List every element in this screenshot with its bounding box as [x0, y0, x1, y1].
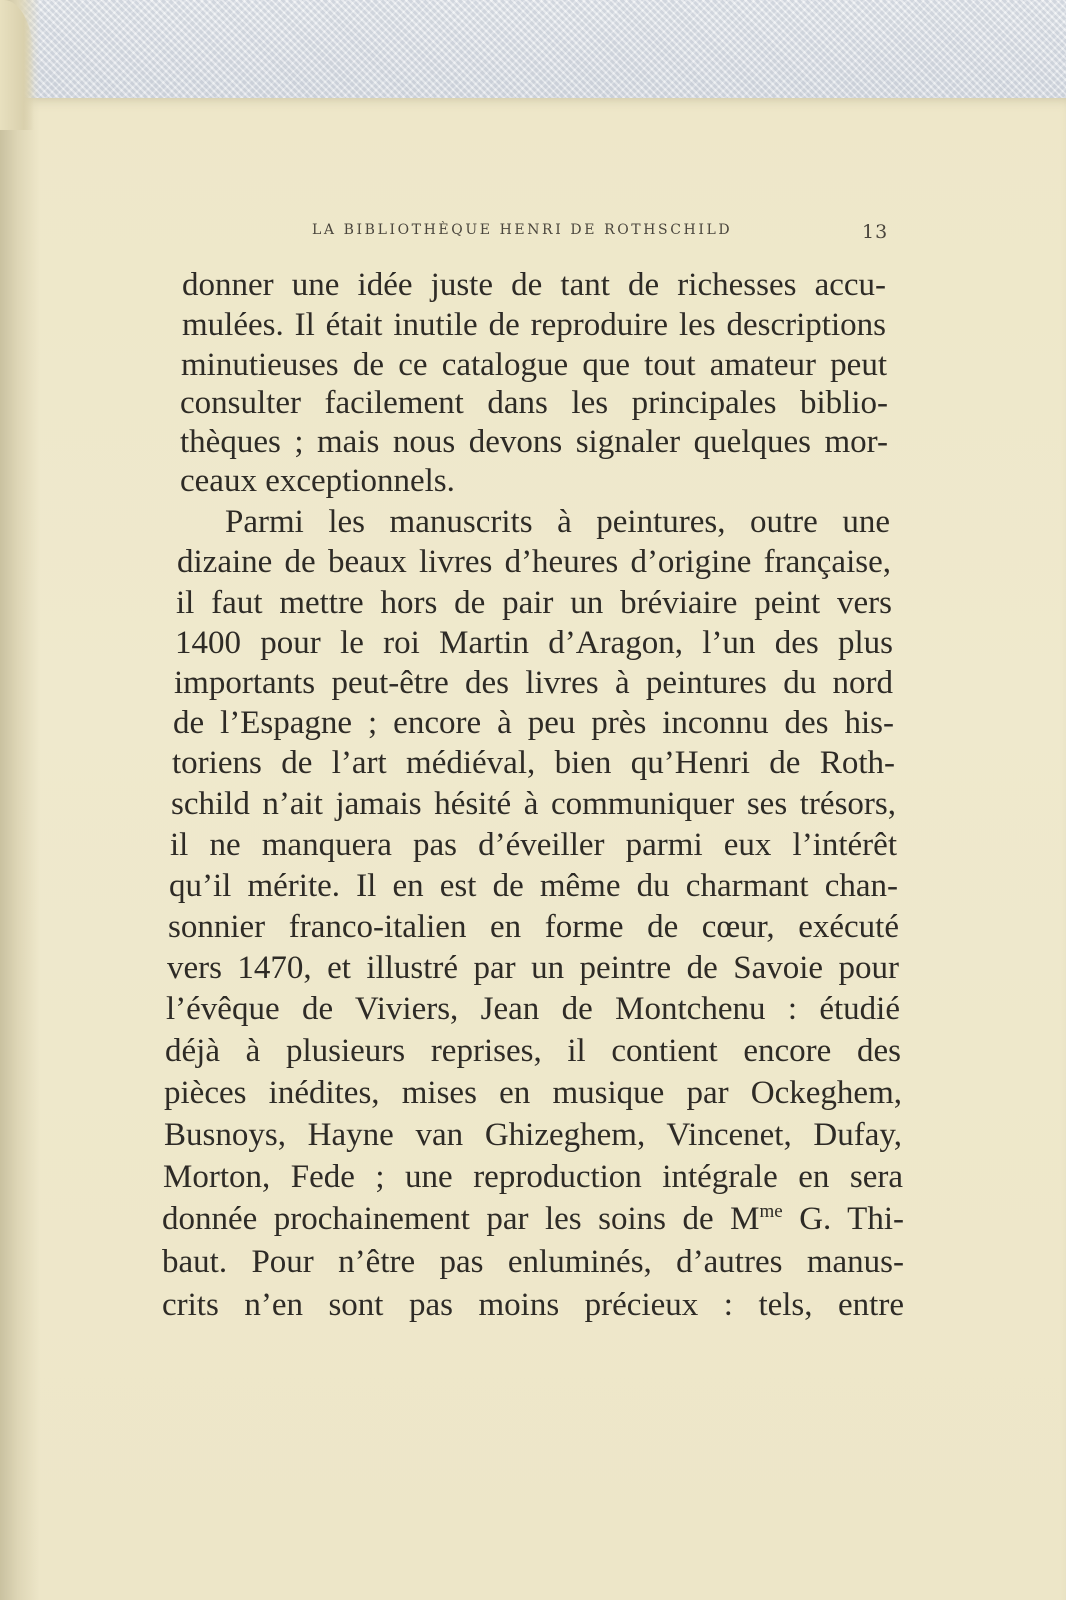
text-line: [162, 1200, 904, 1238]
text-line: il faut mettre hors de pair un bréviaire peint vers: [176, 585, 892, 621]
text-line: sonnier franco-italien en forme de cœur, exécuté: [168, 909, 899, 945]
superscript: me: [759, 1201, 783, 1222]
text-line: qu’il mérite. Il en est de même du charmant chan-: [169, 868, 898, 904]
text-line: schild n’ait jamais hésité à communiquer ses trésors,: [171, 786, 896, 822]
text-line: déjà à plusieurs reprises, il contient encore des: [165, 1033, 901, 1069]
page-number: 13: [862, 221, 889, 243]
text-line: pièces inédites, mises en musique par Ockeghem,: [164, 1075, 902, 1111]
text-line: toriens de l’art médiéval, bien qu’Henri de Roth-: [172, 745, 895, 781]
text-line: l’évêque de Viviers, Jean de Montchenu : étudié: [166, 991, 900, 1027]
text-line-part: G. Thi-: [782, 1201, 904, 1237]
text-line: de l’Espagne ; encore à peu près inconnu des his-: [173, 705, 894, 741]
text-line: ceaux exceptionnels.: [180, 463, 455, 499]
text-line: mulées. Il était inutile de reproduire les descriptions: [182, 307, 886, 343]
text-line: 1400 pour le roi Martin d’Aragon, l’un des plus: [175, 625, 893, 661]
text-line: baut. Pour n’être pas enluminés, d’autres manus-: [162, 1244, 904, 1280]
text-line: consulter facilement dans les principales biblio-: [180, 385, 888, 421]
text-line: minutieuses de ce catalogue que tout amateur peut: [181, 347, 887, 383]
text-line: il ne manquera pas d’éveiller parmi eux l’intérêt: [170, 827, 897, 863]
running-head: LA BIBLIOTHÈQUE HENRI DE ROTHSCHILD: [312, 222, 733, 238]
text-line: importants peut-être des livres à peintures du nord: [174, 665, 893, 701]
text-line: donner une idée juste de tant de richesses accu-: [182, 267, 886, 303]
text-line-part: donnée prochainement par les soins de M: [162, 1201, 760, 1237]
text-line: vers 1470, et illustré par un peintre de Savoie pour: [167, 950, 899, 986]
text-line: Busnoys, Hayne van Ghizeghem, Vincenet, Dufay,: [164, 1117, 902, 1153]
text-line: Parmi les manuscrits à peintures, outre une: [225, 504, 890, 540]
text-line: Morton, Fede ; une reproduction intégrale en sera: [163, 1159, 903, 1195]
text-line: thèques ; mais nous devons signaler quelques mor-: [180, 424, 888, 460]
text-line: crits n’en sont pas moins précieux : tels, entre: [162, 1287, 904, 1323]
text-line: dizaine de beaux livres d’heures d’origine française,: [177, 544, 891, 580]
